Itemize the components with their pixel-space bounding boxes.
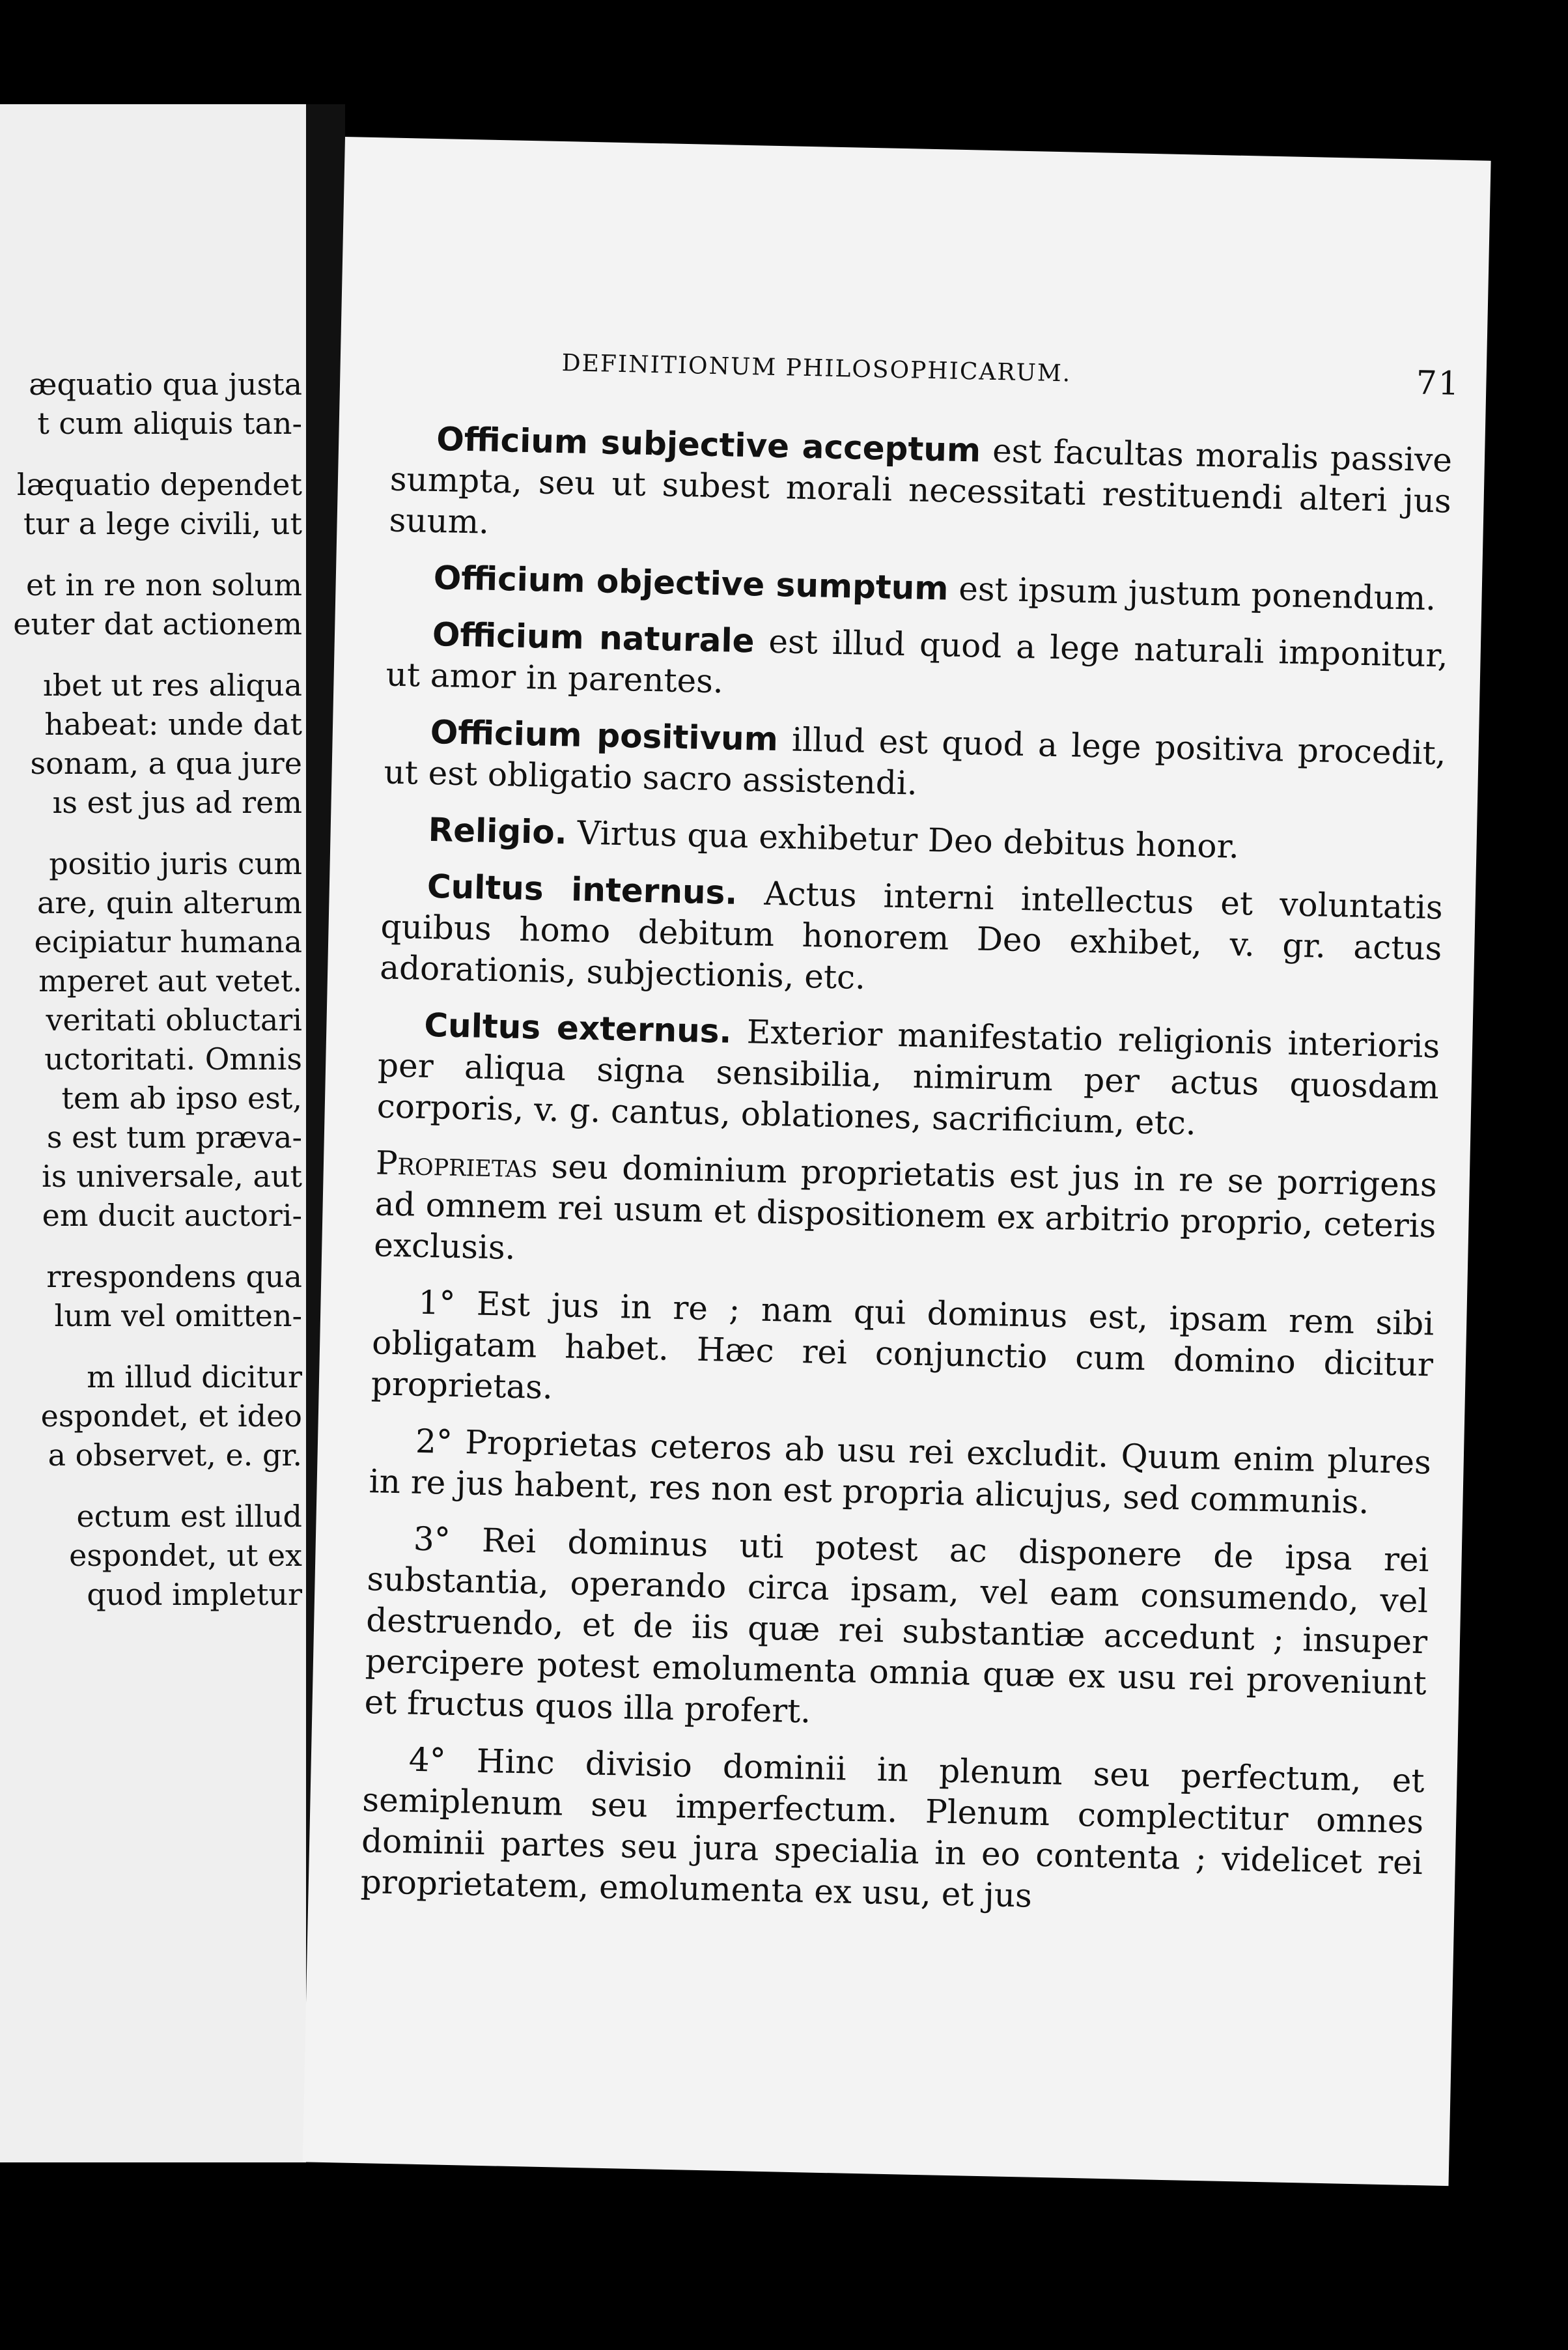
left-page-fragment (0, 104, 306, 2162)
page-number: 71 (1416, 363, 1461, 403)
page-body (360, 418, 1453, 1941)
left-page-line: em ducit auctori- (42, 1198, 302, 1233)
left-page-line: rrespondens qua (46, 1259, 302, 1294)
definition-entry: Cultus internus. Actus interni intellectus et voluntatis quibus homo debitum honorem Deo exhibet, v. gr. actus adorationis, subjectionis, etc. (379, 867, 1444, 997)
left-page-line: espondet, ut ex (69, 1538, 302, 1573)
definition-entry: Officium positivum illud est quod a lege positiva procedit, ut est obligatio sacro assistendi. (383, 713, 1447, 802)
left-page-line: habeat: unde dat (44, 707, 302, 742)
definition-entry: Religio. Virtus qua exhibetur Deo debitus honor. (428, 810, 1240, 866)
definition-entry: Cultus externus. Exterior manifestatio religionis interioris per aliqua signa sensibilia, nimirum per actus quosdam corporis, v. g. cantus, oblationes, sacrificium, etc. (376, 1006, 1440, 1142)
numbered-point: 4° Hinc divisio dominii in plenum seu perfectum, et semiplenum seu imperfectum. Plenum complectitur omnes dominii partes seu jura specialia in eo contenta ; videlicet rei proprietatem, emolumenta ex usu, et jus (360, 1740, 1425, 1915)
numbered-point: 3° Rei dominus uti potest ac disponere de ipsa rei substantia, operando circa ipsam, vel eam consumendo, vel destruendo, et de iis quæ rei substantiæ accedunt ; insuper percipere potest emolumenta omnia quæ ex usu rei proveniunt et fructus quos illa profert. (364, 1520, 1430, 1731)
left-page-line: euter dat actionem (13, 606, 302, 642)
left-page-line: ecipiatur humana (34, 924, 302, 959)
header-title: DEFINITIONUM PHILOSOPHICARUM. (561, 350, 1072, 388)
right-page (303, 137, 1491, 2186)
left-page-line: ıbet ut res aliqua (42, 668, 302, 703)
definition-entry: Officium subjective acceptum est facultas moralis passive sumpta, seu ut subest morali necessitati restituendi alteri jus suum. (389, 420, 1453, 541)
left-page-line: læquatio dependet (16, 467, 302, 502)
left-page-line: positio juris cum (49, 846, 302, 881)
numbered-point: 1° Est jus in re ; nam qui dominus est, ipsam rem sibi obligatam habet. Hæc rei conjunctio cum domino dicitur proprietas. (371, 1283, 1435, 1407)
definition-entry: Officium objective sumptum est ipsum justum ponendum. (433, 558, 1436, 618)
left-page-line: t cum aliquis tan- (37, 406, 302, 441)
left-page-line: tem ab ipso est, (61, 1081, 302, 1116)
running-header (561, 350, 1461, 403)
left-page-line: et in re non solum (26, 567, 302, 602)
left-page-line: tur a lege civili, ut (23, 506, 302, 541)
left-page-line: lum vel omitten- (54, 1298, 302, 1333)
left-page-line: are, quin alterum (37, 885, 302, 920)
numbered-point: 2° Proprietas ceteros ab usu rei excludit. Quum enim plures in re jus habent, res non est propria alicujus, sed communis. (369, 1422, 1432, 1522)
left-page-line: quod impletur (87, 1577, 302, 1612)
left-page-line: mperet aut vetet. (38, 963, 302, 998)
left-page-line: m illud dicitur (87, 1359, 302, 1394)
definition-entry: Officium naturale est illud quod a lege naturali imponitur, ut amor in parentes. (385, 615, 1449, 701)
left-page-line: s est tum præva- (46, 1120, 302, 1155)
left-page-line: a observet, e. gr. (48, 1437, 302, 1473)
left-page-line: sonam, a qua jure (30, 746, 302, 781)
left-page-line: espondet, et ideo (40, 1398, 302, 1434)
left-page-line: ıs est jus ad rem (52, 785, 302, 820)
left-page-line: æquatio qua justa (29, 367, 302, 402)
left-page-line: is universale, aut (42, 1159, 302, 1194)
left-page-line: uctoritati. Omnis (44, 1041, 302, 1077)
left-page-line: ectum est illud (76, 1499, 302, 1534)
left-page-line: veritati obluctari (46, 1002, 302, 1038)
proprietas-definition: Proprietas seu dominium proprietatis est jus in re se porrigens ad omnem rei usum et dispositionem ex arbitrio proprio, ceteris exclusis. (373, 1144, 1438, 1267)
